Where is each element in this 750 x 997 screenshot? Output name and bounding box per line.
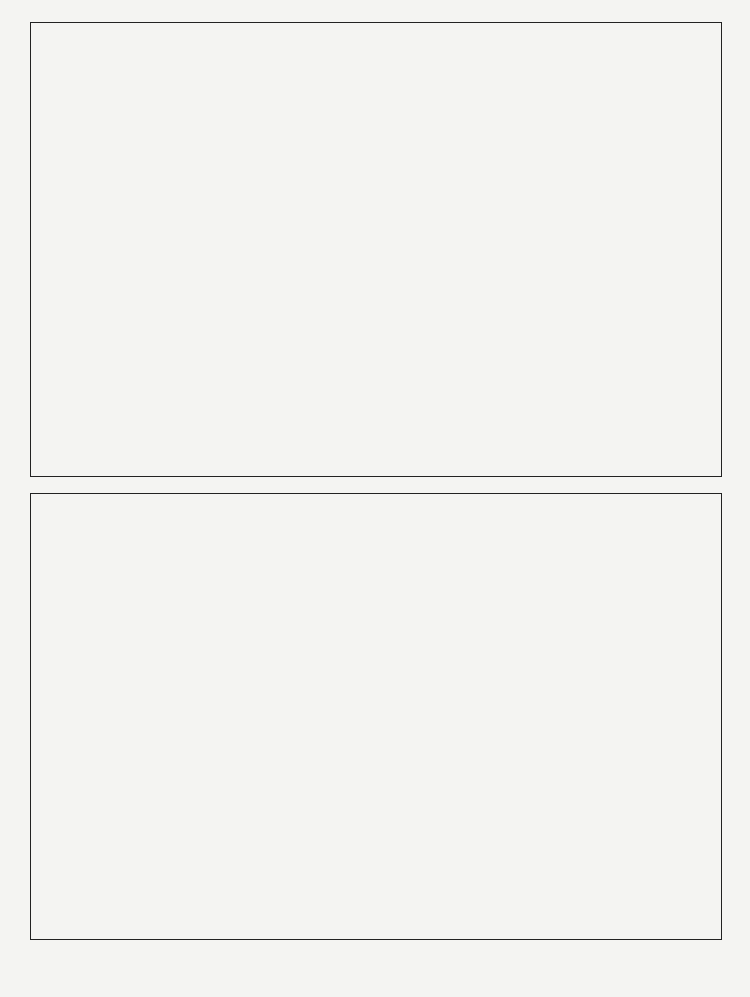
roster-table-bottom	[30, 493, 722, 940]
roster-table-top	[30, 22, 722, 477]
